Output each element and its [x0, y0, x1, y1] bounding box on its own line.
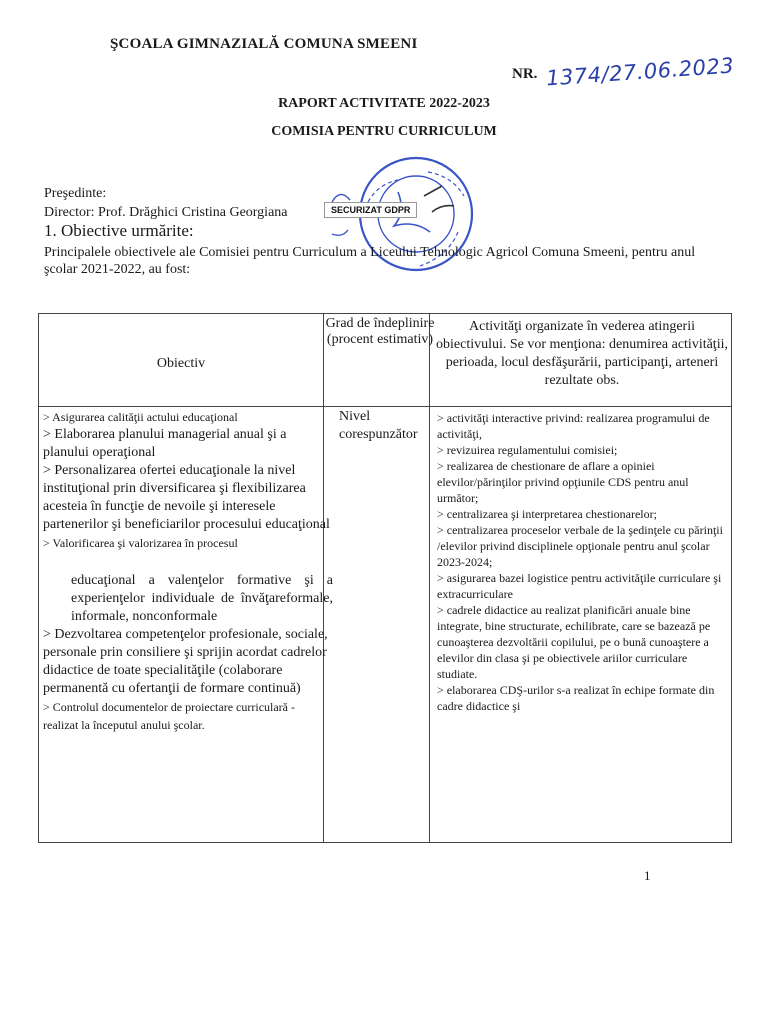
- school-name: ŞCOALA GIMNAZIALĂ COMUNA SMEENI: [110, 36, 418, 52]
- activity-item: > elaborarea CDŞ-urilor s-a realizat în echipe formate din cadre didactice şi: [437, 683, 715, 713]
- intro-paragraph: Principalele obiectivele ale Comisiei pentru Curriculum a Liceului Tehnologic Agricol Comuna Smeeni, pentru anul şcolar 2021-2022, au fost:: [44, 245, 696, 277]
- activity-item: > revizuirea regulamentului comisiei;: [437, 443, 618, 457]
- activity-item: > activităţi interactive privind: realizarea programului de activităţi,: [437, 411, 710, 441]
- section-heading: 1. Obiective urmărite:: [44, 221, 194, 240]
- gdpr-redaction-label: SECURIZAT GDPR: [324, 202, 417, 218]
- page-number: 1: [644, 868, 651, 883]
- completion-degree-value: Nivel corespunzător: [339, 409, 418, 442]
- objectives-column: [43, 408, 333, 734]
- objective-item: > Dezvoltarea competenţelor profesionale, sociale, personale prin consiliere şi sprijin acordat cadrelor didactice de toate specialităţile (colaborare permanentă cu ofertanţii de formare continuă): [43, 627, 328, 696]
- president-label: Preşedinte:: [44, 186, 107, 201]
- activity-item: > centralizarea proceselor verbale de la şedinţele cu părinţii /elevilor privind disciplinele opţionale pentru anul şcolar 2023-2024;: [437, 523, 723, 569]
- objective-item: > Asigurarea calităţii actului educaţional: [43, 410, 238, 424]
- activity-item: > centralizarea şi interpretarea chestionarelor;: [437, 507, 657, 521]
- objective-item: > Controlul documentelor de proiectare curriculară - realizat la începutul anului şcolar.: [43, 700, 295, 732]
- objective-item: > Elaborarea planului managerial anual şi a planului operaţional: [43, 427, 287, 460]
- objective-item: educaţional a valenţelor formative şi a experienţelor individuale de învăţareformale, informale, nonconformale: [71, 573, 333, 624]
- header-objective: Obiectiv: [156, 356, 206, 371]
- header-activities: Activităţi organizate în vederea atingerii obiectivului. Se vor menţiona: denumirea activităţii, perioada, locul desfăşurării, participanţi, arteneri rezultate obs.: [436, 319, 728, 388]
- registration-number-handwritten: 1374/27.06.2023: [545, 53, 735, 91]
- commission-title: COMISIA PENTRU CURRICULUM: [271, 124, 497, 139]
- activity-item: > cadrele didactice au realizat planificări anuale bine integrate, bine structurate, echilibrate, care se bazează pe cunoaşterea dezvoltării copilului, pe o bună cunoaştere a elevilor din clasa şi pe obiectivele ariilor curriculare studiate.: [437, 603, 711, 681]
- activity-item: > asigurarea bazei logistice pentru activităţile curriculare şi extracurriculare: [437, 571, 722, 601]
- registration-number-label: NR.: [512, 66, 538, 82]
- objectives-table: [38, 313, 732, 843]
- report-title: RAPORT ACTIVITATE 2022-2023: [278, 96, 490, 111]
- director-name: Director: Prof. Drăghici Cristina Georgiana: [44, 205, 288, 220]
- activity-item: > realizarea de chestionare de aflare a opiniei elevilor/părinţilor privind opţiunile CDS pentru anul următor;: [437, 459, 689, 505]
- objective-item: > Personalizarea ofertei educaţionale la nivel instituţional prin diversificarea şi flexibilizarea acesteia în funcţie de nevoile şi interesele partenerilor şi beneficiarilor procesului educaţional: [43, 463, 330, 532]
- activities-column: [437, 410, 729, 714]
- header-completion-degree: Grad de îndeplinire (procent estimativ): [325, 316, 435, 347]
- objective-item: > Valorificarea şi valorizarea în procesul: [43, 536, 238, 550]
